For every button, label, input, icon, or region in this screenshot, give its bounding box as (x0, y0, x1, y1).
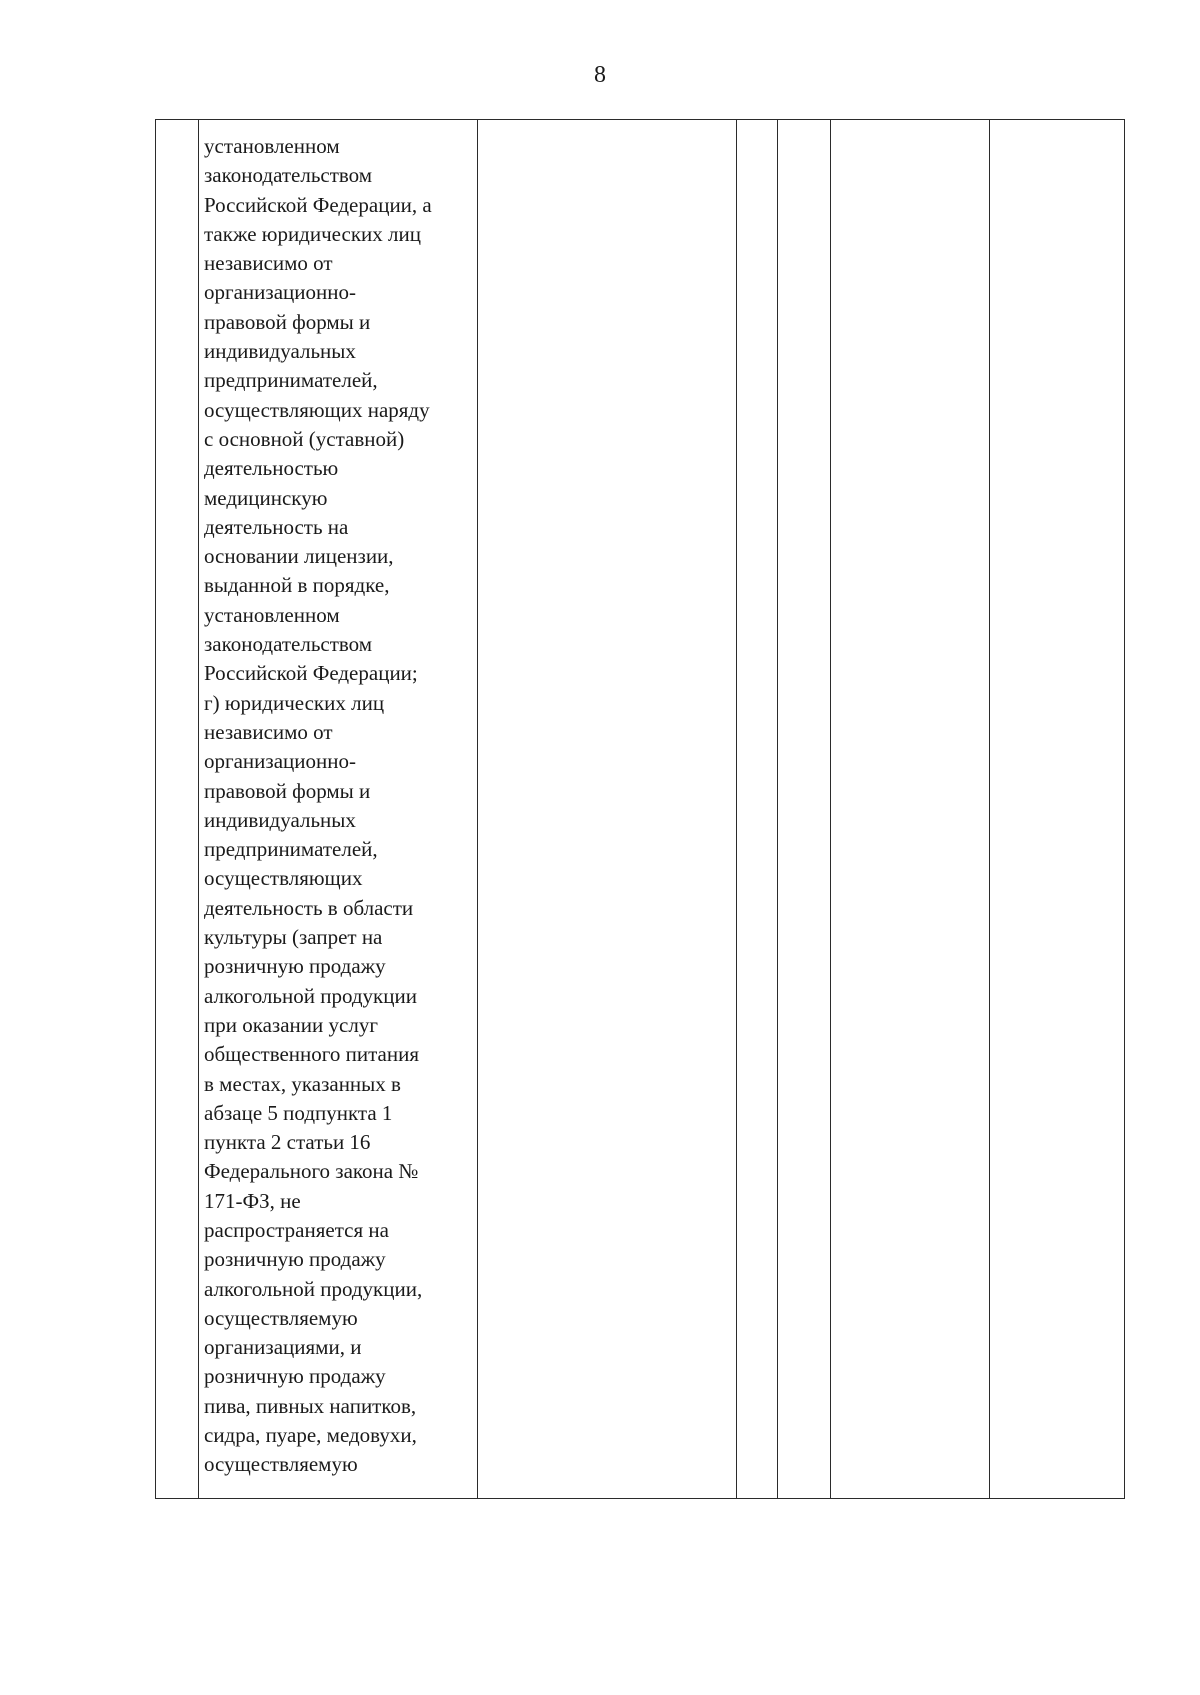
table-cell-col7 (990, 120, 1125, 1499)
text-line: осуществляемую (204, 1305, 358, 1330)
table-cell-col2 (199, 120, 478, 1499)
text-line: алкогольной продукции, (204, 1276, 423, 1301)
text-line: осуществляющих наряду (204, 397, 430, 422)
text-line: медицинскую (204, 485, 328, 510)
text-line: пункта 2 статьи 16 (204, 1130, 371, 1155)
text-line: предпринимателей, (204, 837, 378, 862)
text-line: Российской Федерации; (204, 661, 418, 686)
text-line: в местах, указанных в (204, 1071, 401, 1096)
text-line: организационно- (204, 749, 356, 774)
text-line: индивидуальных (204, 807, 356, 832)
text-line: основании лицензии, (204, 544, 394, 569)
text-line: розничную продажу (204, 1247, 386, 1272)
text-line: г) юридических лиц (204, 690, 385, 715)
table-cell-col3 (478, 120, 737, 1499)
text-line: Федерального закона № (204, 1159, 419, 1184)
text-line: пива, пивных напитков, (204, 1393, 417, 1418)
text-line: деятельностью (204, 456, 339, 481)
table-row (156, 120, 1125, 1499)
text-line: установленном (204, 134, 340, 158)
text-line: абзаце 5 подпункта 1 (204, 1100, 393, 1125)
text-line: индивидуальных (204, 339, 356, 364)
text-line: культуры (запрет на (204, 925, 383, 950)
text-line: осуществляющих (204, 866, 363, 891)
cell-text-block (199, 120, 477, 1480)
text-line: выданной в порядке, (204, 573, 390, 598)
text-line: правовой формы и (204, 309, 371, 334)
text-line: предпринимателей, (204, 368, 378, 393)
text-line: сидра, пуаре, медовухи, (204, 1423, 417, 1448)
text-line: Российской Федерации, а (204, 192, 432, 217)
text-line: организациями, и (204, 1335, 362, 1360)
text-line: законодательством (204, 632, 373, 657)
text-line: правовой формы и (204, 778, 371, 803)
text-line: розничную продажу (204, 954, 386, 979)
text-line: независимо от (204, 719, 333, 744)
table-cell-col1 (156, 120, 199, 1499)
text-line: общественного питания (204, 1042, 419, 1067)
text-line: организационно- (204, 280, 356, 305)
text-line: при оказании услуг (204, 1012, 378, 1037)
document-table (155, 119, 1125, 1499)
table-cell-col5 (778, 120, 831, 1499)
text-line: установленном (204, 602, 340, 627)
text-line: осуществляемую (204, 1452, 358, 1477)
text-line: деятельность в области (204, 895, 414, 920)
table-cell-col6 (831, 120, 990, 1499)
text-line: 171-ФЗ, не (204, 1188, 301, 1213)
text-line: распространяется на (204, 1217, 389, 1242)
text-line: розничную продажу (204, 1364, 386, 1389)
text-line: алкогольной продукции (204, 983, 417, 1008)
text-line: законодательством (204, 163, 373, 188)
text-line: также юридических лиц (204, 221, 421, 246)
text-line: деятельность на (204, 514, 349, 539)
text-line: с основной (уставной) (204, 426, 405, 451)
text-line: независимо от (204, 251, 333, 276)
page-number: 8 (594, 62, 606, 88)
table-cell-col4 (737, 120, 778, 1499)
